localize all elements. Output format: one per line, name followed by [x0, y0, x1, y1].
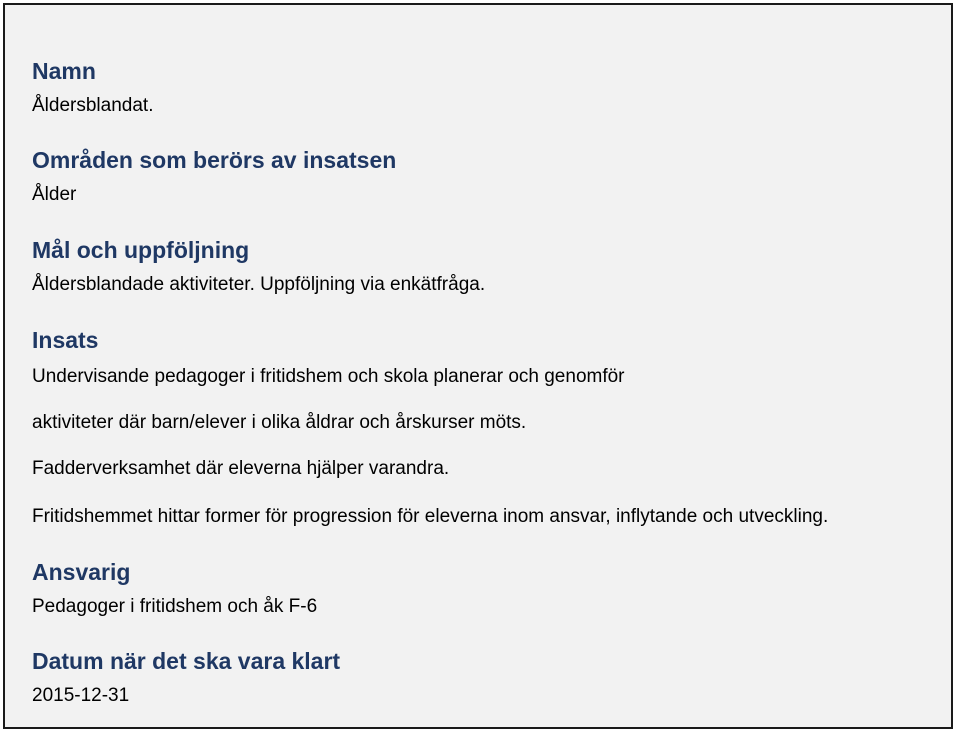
- heading-omraden: Områden som berörs av insatsen: [32, 147, 397, 173]
- body-datum: 2015-12-31: [32, 685, 130, 706]
- info-card: [3, 3, 953, 729]
- heading-namn: Namn: [32, 58, 96, 84]
- body-omraden: Ålder: [32, 184, 77, 205]
- body-namn: Åldersblandat.: [32, 95, 154, 116]
- body-insats-line-1: Undervisande pedagoger i fritidshem och skola planerar och genomför: [32, 366, 625, 387]
- body-mal: Åldersblandade aktiviteter. Uppföljning via enkätfråga.: [32, 274, 486, 295]
- heading-insats: Insats: [32, 327, 99, 353]
- body-insats-line-2: aktiviteter där barn/elever i olika åldrar och årskurser möts.: [32, 412, 527, 433]
- body-insats-line-3: Fadderverksamhet där eleverna hjälper varandra.: [32, 458, 450, 479]
- body-insats-line-4: Fritidshemmet hittar former för progression för eleverna inom ansvar, inflytande och utveckling.: [32, 506, 829, 527]
- heading-ansvarig: Ansvarig: [32, 559, 131, 585]
- heading-datum: Datum när det ska vara klart: [32, 648, 341, 674]
- body-ansvarig: Pedagoger i fritidshem och åk F-6: [32, 596, 318, 617]
- heading-mal: Mål och uppföljning: [32, 237, 250, 263]
